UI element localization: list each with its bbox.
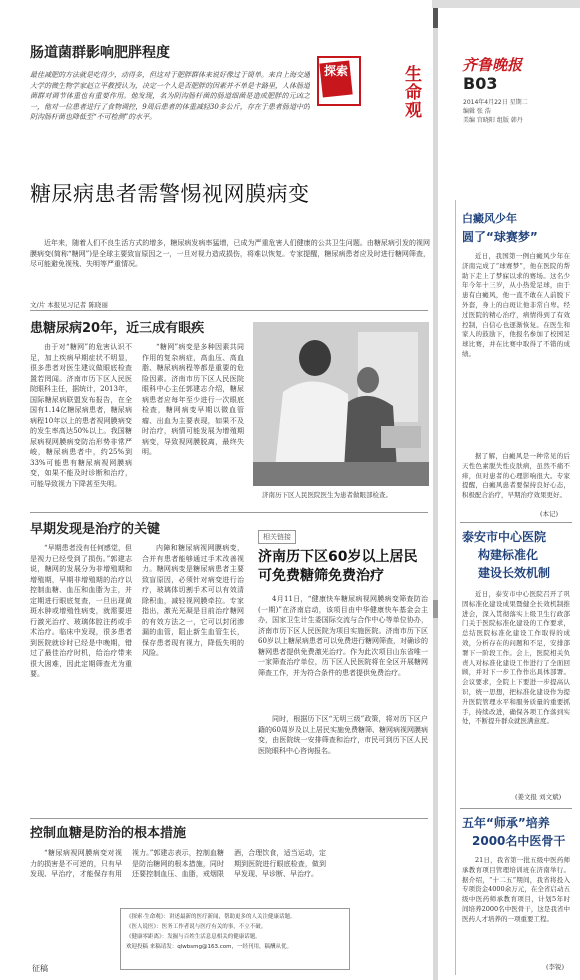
right-story2-body: 近日，泰安市中心医院召开了巩固标准化建设成果暨健全长效机制推进会，深入贯彻落实上级卫生行政部门关于医院标准化建设的工作要求，总结医院标准化建设工作取得的成效，分析存在的问题和不足，安排部署下一阶段工作。会上，医院相关负责人对标准化建设工作进行了全面回顾，并对下一步工作作出具体部署。会议要求，全院上下要进一步提高认识，统一思想，把标准化建设作为提升医院管理水平和服务质量的重要抓手，持续改进，确保各项工作落到实处，不断提升群众就医满意度。 [462, 590, 570, 726]
top-gray-band [432, 0, 580, 8]
section2-title: 早期发现是治疗的关键 [30, 522, 161, 537]
right-story1-title-l2: 圆了“球赛梦” [462, 230, 538, 244]
photo [253, 322, 429, 486]
section3-body: “糖尿病视网膜病变对视力的损害是不可逆的，只有早发现、早治疗，才能保存有用视力。”郭建志表示，控制血糖是防治糖网的根本措施，同时还要控制血压、血脂，戒烟限酒，合理饮食，适当运动，定期到医院进行眼底检查，做到早发现、早诊断、早治疗。 [30, 849, 326, 878]
right-rule-1 [460, 522, 572, 523]
section3-title: 控制血糖是防治的根本措施 [30, 826, 187, 841]
main-lead: 近年来，随着人们不良生活方式的增多，糖尿病发病率猛增，已成为严重危害人们健康的公共卫生问题。由糖尿病引发的视网膜病变(简称“糖网”)是全球主要致盲原因之一，一旦对视力造成损伤，将难以恢复。专家提醒，糖尿病患者应及时进行糖网筛查，尽可能避免视残、失明等严重情况。 [30, 239, 430, 268]
right-story3-title-l2: 2000名中医骨干 [472, 834, 566, 848]
sidebar-kicker: 相关链接 [258, 530, 296, 544]
section2-body-b: 内障和糖尿病视网膜病变，合并有患者能够通过手术改善视力。糖网病变是糖尿病患者主要致盲原因，必须针对病变进行治疗，玻璃体切割手术可以有效清除积血，减轻视网膜牵拉。专家指出，激光光凝是目前治疗糖网的有效方法之一，它可以封闭渗漏的血管，阻止新生血管生长，保存患者现有视力，降低失明的风险。 [142, 544, 244, 657]
date-line: 2014年4月22日 星期二 [463, 99, 528, 106]
sidebar-body-b: 同时，根据历下区“无明三级”政策，将对历下区户籍的60周岁及以上居民实施免费糖筛、糖网病视网膜病变，由医院统一安排筛查和治疗，市民可到历下区人民医院眼科中心咨询报名。 [258, 715, 428, 755]
section1-body-a: 由于对“糖网”的危害认识不足，加上疾病早期症状不明显，很多患者对医生建议做眼底检查置若罔闻。济南市历下区人民医院眼科主任，据统计，2013年，国际糖尿病联盟发布报告，在全国有1.14亿糖尿病患者，糖尿病病程10年以上的患者视网膜病变的发生率高达50%以上。我国糖尿病视网膜病变防治形势非常严峻，糖尿病患者中，约25%到33%可能患有糖尿病视网膜病变，如果不能及时诊断和治疗，可能导致视力下降甚至失明。 [30, 343, 132, 488]
paper-name: 齐鲁晚报 [462, 56, 523, 74]
column-divider [455, 200, 456, 975]
right-story2-title-l3: 建设长效机制 [478, 566, 551, 580]
photo-caption: 济南历下区人民医院医生为患者做眼部检查。 [262, 491, 392, 499]
section-label: 生命观 [405, 65, 422, 121]
right-story2-credit: (姜文报 刘文斌) [515, 793, 562, 801]
right-story3-credit: (李锐) [546, 963, 565, 971]
section1-body-b: “糖网”病变是多种因素共同作用的复杂病症，高血压、高血脂、糖尿病病程等都是重要的危险因素。济南市历下区人民医院眼科中心主任郭建志介绍，糖尿病患者应每年至少进行一次眼底检查，糖网病变早期以微血管瘤、出血为主要表现，如果不及时治疗，病情可能发展为增殖期病变，导致视网膜脱离，最终失明。 [142, 343, 244, 456]
decorative-border [430, 0, 442, 980]
right-story3-body: 21日，我省第一批五级中医药师承教育项目管理培训班在济南举行。据介绍，“十二五”期间，我省将投入专项资金4000余万元，在全省启动五级中医药师承教育项目，计划5年时间培养2000名中医骨干，这是我省中医药人才培养的一项重要工程。 [462, 856, 570, 923]
section2-rule [30, 818, 428, 819]
editor-line: 编辑 张 浩 [463, 108, 491, 115]
byline: 文/片 本报见习记者 陈晓丽 [30, 301, 108, 309]
right-rule-2 [460, 808, 572, 809]
top-story-body: 最佳减肥的方法就是吃得少，动得多，但这对于肥胖群体来说好像过于简单。来自上海交通大学的微生物学家赵立平教授认为，决定一个人是否肥胖的因素并不单是卡路里，人体肠道菌群对调节体重也有重要作用。他发现，名为阴沟肠杆菌的肠道细菌是造成肥胖的元凶之一，他对一位患者进行了食物调控，9周后患者的体重减轻30多公斤，存在于患者肠道中的阴沟肠杆菌也降低至“不可检测”的水平。 [30, 71, 310, 121]
main-headline: 糖尿病患者需警惕视网膜病变 [30, 182, 310, 206]
seal-text: 探索 [324, 64, 349, 78]
right-story1-body-a: 近日，我国第一例白癜风少年在济南完成了“球赛梦”，他在医院的帮助下走上了梦寐以求的赛场。这名少年今年十三岁，从小热爱足球，由于患有白癜风，他一直不敢在人前脱下外套，身上的白斑让他非常自卑。经过医院的精心治疗，病情得到了有效控制，自信心也逐渐恢复。在医生和家人的鼓励下，他报名参加了校园足球比赛，并在比赛中取得了不错的成绩。 [462, 252, 570, 358]
designer-line: 美编 宫晓阳 组版 韩丹 [463, 117, 523, 124]
top-story-title: 肠道菌群影响肥胖程度 [30, 45, 170, 61]
section1-title: 患糖尿病20年，近三成有眼疾 [30, 321, 205, 336]
footer-line-2: 《医人说医》：医务工作者说与医疗有关的事，不立不破。 [126, 924, 267, 930]
footer-box [120, 908, 350, 970]
section1-rule [30, 512, 428, 513]
right-story1-body-b: 据了解，白癜风是一种常见的后天性色素脱失性皮肤病，虽然不痛不痒，但对患者的心理影响很大。专家提醒，白癜风患者要保持良好心态，积极配合治疗，早期治疗效果更好。 [462, 452, 570, 500]
right-story1-credit: (本记) [540, 510, 559, 518]
section2-body-a: “早期患者没有任何感觉，但是视力已经受到了损伤。”郭建志说，糖网的发展分为非增殖期和增殖期，早期非增殖期的治疗以控制血糖、血压和血脂为主，并定期进行眼底复查，一旦出现黄斑水肿或增殖性病变，就需要进行激光治疗、玻璃体腔注药或手术治疗。临床中发现，很多患者到医院就诊时已经是中晚期，错过了最佳治疗时机，给治疗带来很大困难，因此定期筛查尤为重要。 [30, 544, 132, 678]
footer-tag: 征稿 [32, 964, 48, 973]
photo-figure [253, 322, 429, 486]
footer-line-1: 《探索·生命观》：讲述最新的医疗新闻，帮助更多的人关注健康话题。 [126, 914, 296, 920]
page-code: B03 [463, 74, 498, 93]
sidebar-title: 济南历下区60岁以上居民可免费糖筛免费治疗 [258, 549, 418, 584]
sidebar-body-a: 4月11日，“健康快车糖尿病视网膜病变筛查防治(一期)”在济南启动，该项目由中华健康快车基金会主办，国家卫生计生委国际交流与合作中心等单位协办，济南市历下区人民医院为项目实施医院。济南市历下区60岁以上糖尿病患者可以免费进行糖网筛查，对确诊的糖网患者提供免费激光治疗。作为此次项目山东省唯一一家筛查治疗单位，历下区人民医院将在全区开展糖网筛查工作，并为符合条件的患者提供免费治疗。 [258, 595, 428, 677]
right-story1-title-l1: 白癜风少年 [462, 212, 517, 225]
right-story3-title-l1: 五年“师承”培养 [462, 816, 550, 830]
byline-rule [30, 310, 428, 311]
right-story2-title-l2: 构建标准化 [478, 548, 539, 562]
right-story2-title-l1: 泰安市中心医院 [462, 530, 547, 544]
footer-line-3: 《健康零距离》：发掘与百姓生活息息相关的健康话题。 [126, 934, 261, 940]
footer-line-4: 欢迎投稿 来稿请发：qlwbsmg@163.com，一经刊用，稿酬从优。 [126, 944, 292, 950]
